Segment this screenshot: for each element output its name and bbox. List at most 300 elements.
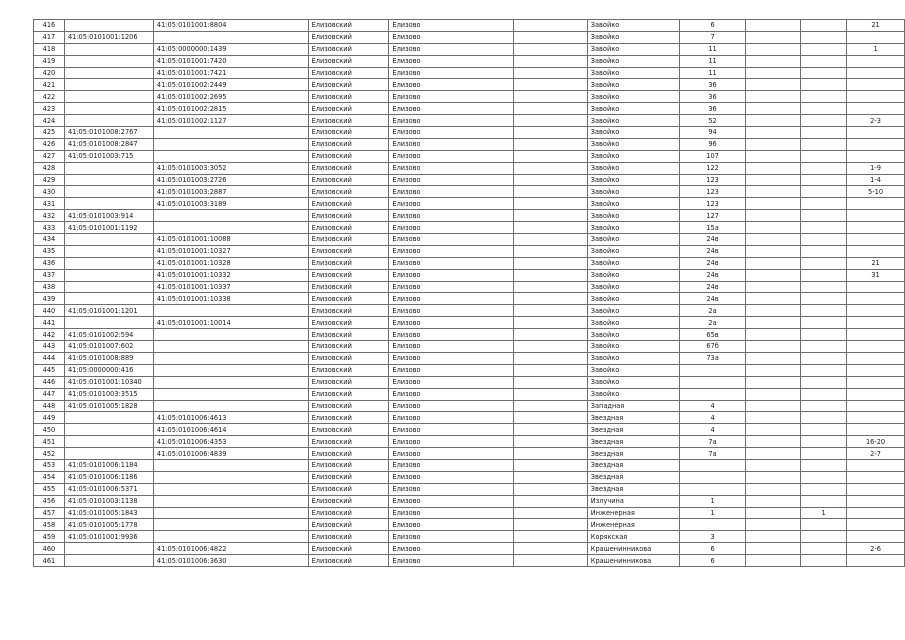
table-row: [34, 186, 905, 198]
apartment-cell: 2-6: [847, 543, 905, 555]
structure-cell: [801, 210, 847, 222]
building-cell: [746, 162, 801, 174]
cadastral-number-a-cell: [64, 555, 153, 567]
row-number-cell: 458: [34, 519, 65, 531]
apartment-cell: [847, 519, 905, 531]
building-cell: [746, 436, 801, 448]
structure-cell: [801, 495, 847, 507]
house-number-cell: 6: [679, 543, 746, 555]
locality-cell: [514, 436, 588, 448]
structure-cell: [801, 150, 847, 162]
apartment-cell: [847, 293, 905, 305]
cadastral-number-a-cell: 41:05:0101001:10340: [64, 376, 153, 388]
cadastral-number-b-cell: [153, 329, 308, 341]
house-number-cell: 24в: [679, 281, 746, 293]
street-cell: Звездная: [587, 471, 679, 483]
cadastral-number-b-cell: [153, 519, 308, 531]
locality-cell: [514, 162, 588, 174]
house-number-cell: 6: [679, 20, 746, 32]
building-cell: [746, 269, 801, 281]
locality-cell: [514, 352, 588, 364]
district-cell: Елизовский: [308, 281, 389, 293]
cadastral-number-a-cell: [64, 281, 153, 293]
street-cell: Завойко: [587, 305, 679, 317]
settlement-cell: Елизово: [389, 519, 514, 531]
house-number-cell: 67б: [679, 341, 746, 353]
district-cell: Елизовский: [308, 424, 389, 436]
locality-cell: [514, 543, 588, 555]
apartment-cell: [847, 555, 905, 567]
locality-cell: [514, 55, 588, 67]
table-row: [34, 543, 905, 555]
table-row: [34, 269, 905, 281]
structure-cell: [801, 162, 847, 174]
row-number-cell: 417: [34, 31, 65, 43]
building-cell: [746, 91, 801, 103]
street-cell: Звездная: [587, 448, 679, 460]
street-cell: Крашенинникова: [587, 555, 679, 567]
district-cell: Елизовский: [308, 103, 389, 115]
cadastral-number-b-cell: [153, 388, 308, 400]
district-cell: Елизовский: [308, 162, 389, 174]
row-number-cell: 421: [34, 79, 65, 91]
cadastral-number-a-cell: 41:05:0101006:1184: [64, 459, 153, 471]
cadastral-number-a-cell: [64, 424, 153, 436]
locality-cell: [514, 20, 588, 32]
district-cell: Елизовский: [308, 245, 389, 257]
structure-cell: [801, 519, 847, 531]
building-cell: [746, 483, 801, 495]
cadastral-number-a-cell: 41:05:0101008:889: [64, 352, 153, 364]
locality-cell: [514, 257, 588, 269]
row-number-cell: 454: [34, 471, 65, 483]
structure-cell: [801, 388, 847, 400]
district-cell: Елизовский: [308, 459, 389, 471]
building-cell: [746, 103, 801, 115]
table-row: [34, 115, 905, 127]
cadastral-number-a-cell: [64, 543, 153, 555]
building-cell: [746, 471, 801, 483]
district-cell: Елизовский: [308, 257, 389, 269]
structure-cell: [801, 329, 847, 341]
district-cell: Елизовский: [308, 376, 389, 388]
settlement-cell: Елизово: [389, 448, 514, 460]
structure-cell: [801, 352, 847, 364]
street-cell: Западная: [587, 400, 679, 412]
row-number-cell: 422: [34, 91, 65, 103]
cadastral-number-a-cell: 41:05:0101006:5371: [64, 483, 153, 495]
street-cell: Завойко: [587, 341, 679, 353]
apartment-cell: 16-20: [847, 436, 905, 448]
street-cell: Звездная: [587, 424, 679, 436]
apartment-cell: [847, 495, 905, 507]
building-cell: [746, 138, 801, 150]
apartment-cell: [847, 79, 905, 91]
locality-cell: [514, 234, 588, 246]
row-number-cell: 430: [34, 186, 65, 198]
table-row: [34, 364, 905, 376]
structure-cell: [801, 91, 847, 103]
settlement-cell: Елизово: [389, 138, 514, 150]
structure-cell: [801, 20, 847, 32]
settlement-cell: Елизово: [389, 341, 514, 353]
street-cell: Звездная: [587, 436, 679, 448]
district-cell: Елизовский: [308, 222, 389, 234]
table-body: [34, 20, 905, 567]
cadastral-number-a-cell: [64, 67, 153, 79]
street-cell: Завойко: [587, 245, 679, 257]
apartment-cell: [847, 317, 905, 329]
cadastral-number-a-cell: 41:05:0101001:1192: [64, 222, 153, 234]
table-row: [34, 79, 905, 91]
row-number-cell: 433: [34, 222, 65, 234]
building-cell: [746, 424, 801, 436]
table-row: [34, 519, 905, 531]
structure-cell: [801, 115, 847, 127]
locality-cell: [514, 507, 588, 519]
district-cell: Елизовский: [308, 234, 389, 246]
district-cell: Елизовский: [308, 91, 389, 103]
building-cell: [746, 293, 801, 305]
row-number-cell: 452: [34, 448, 65, 460]
locality-cell: [514, 471, 588, 483]
street-cell: Звездная: [587, 459, 679, 471]
district-cell: Елизовский: [308, 555, 389, 567]
house-number-cell: 36: [679, 91, 746, 103]
cadastral-number-a-cell: [64, 186, 153, 198]
street-cell: Завойко: [587, 222, 679, 234]
building-cell: [746, 352, 801, 364]
district-cell: Елизовский: [308, 210, 389, 222]
district-cell: Елизовский: [308, 412, 389, 424]
settlement-cell: Елизово: [389, 400, 514, 412]
house-number-cell: 36: [679, 79, 746, 91]
structure-cell: [801, 186, 847, 198]
cadastral-number-a-cell: 41:05:0101003:3515: [64, 388, 153, 400]
street-cell: Звездная: [587, 412, 679, 424]
row-number-cell: 436: [34, 257, 65, 269]
table-row: [34, 376, 905, 388]
street-cell: Завойко: [587, 43, 679, 55]
cadastral-number-a-cell: 41:05:0101008:2767: [64, 127, 153, 139]
locality-cell: [514, 269, 588, 281]
locality-cell: [514, 222, 588, 234]
building-cell: [746, 257, 801, 269]
settlement-cell: Елизово: [389, 186, 514, 198]
street-cell: Завойко: [587, 91, 679, 103]
row-number-cell: 438: [34, 281, 65, 293]
settlement-cell: Елизово: [389, 43, 514, 55]
table-row: [34, 127, 905, 139]
locality-cell: [514, 79, 588, 91]
structure-cell: [801, 436, 847, 448]
street-cell: Корякская: [587, 531, 679, 543]
building-cell: [746, 198, 801, 210]
locality-cell: [514, 495, 588, 507]
cadastral-number-a-cell: 41:05:0101002:594: [64, 329, 153, 341]
table-row: [34, 400, 905, 412]
building-cell: [746, 281, 801, 293]
district-cell: Елизовский: [308, 329, 389, 341]
district-cell: Елизовский: [308, 79, 389, 91]
building-cell: [746, 31, 801, 43]
district-cell: Елизовский: [308, 138, 389, 150]
table-row: [34, 341, 905, 353]
settlement-cell: Елизово: [389, 79, 514, 91]
settlement-cell: Елизово: [389, 352, 514, 364]
street-cell: Завойко: [587, 210, 679, 222]
district-cell: Елизовский: [308, 20, 389, 32]
table-row: [34, 150, 905, 162]
structure-cell: [801, 234, 847, 246]
structure-cell: [801, 341, 847, 353]
locality-cell: [514, 186, 588, 198]
street-cell: Завойко: [587, 103, 679, 115]
row-number-cell: 442: [34, 329, 65, 341]
table-row: [34, 436, 905, 448]
apartment-cell: [847, 210, 905, 222]
street-cell: Завойко: [587, 67, 679, 79]
house-number-cell: 65в: [679, 329, 746, 341]
table-row: [34, 67, 905, 79]
table-row: [34, 507, 905, 519]
street-cell: Завойко: [587, 31, 679, 43]
house-number-cell: 24в: [679, 257, 746, 269]
district-cell: Елизовский: [308, 127, 389, 139]
building-cell: [746, 400, 801, 412]
house-number-cell: 11: [679, 55, 746, 67]
building-cell: [746, 495, 801, 507]
apartment-cell: [847, 150, 905, 162]
house-number-cell: [679, 364, 746, 376]
row-number-cell: 424: [34, 115, 65, 127]
house-number-cell: 1: [679, 495, 746, 507]
row-number-cell: 428: [34, 162, 65, 174]
locality-cell: [514, 91, 588, 103]
building-cell: [746, 555, 801, 567]
row-number-cell: 416: [34, 20, 65, 32]
house-number-cell: 11: [679, 43, 746, 55]
district-cell: Елизовский: [308, 543, 389, 555]
settlement-cell: Елизово: [389, 424, 514, 436]
district-cell: Елизовский: [308, 507, 389, 519]
locality-cell: [514, 555, 588, 567]
cadastral-number-a-cell: [64, 55, 153, 67]
cadastral-number-a-cell: [64, 103, 153, 115]
cadastral-number-b-cell: [153, 483, 308, 495]
cadastral-number-a-cell: [64, 43, 153, 55]
row-number-cell: 427: [34, 150, 65, 162]
district-cell: Елизовский: [308, 115, 389, 127]
building-cell: [746, 376, 801, 388]
apartment-cell: [847, 138, 905, 150]
building-cell: [746, 364, 801, 376]
settlement-cell: Елизово: [389, 329, 514, 341]
cadastral-number-b-cell: [153, 138, 308, 150]
locality-cell: [514, 305, 588, 317]
house-number-cell: 24в: [679, 293, 746, 305]
district-cell: Елизовский: [308, 305, 389, 317]
cadastral-number-b-cell: [153, 400, 308, 412]
cadastral-number-b-cell: 41:05:0101006:4353: [153, 436, 308, 448]
row-number-cell: 448: [34, 400, 65, 412]
cadastral-number-b-cell: [153, 222, 308, 234]
table-row: [34, 31, 905, 43]
house-number-cell: 11: [679, 67, 746, 79]
table-row: [34, 293, 905, 305]
structure-cell: [801, 483, 847, 495]
cadastral-number-b-cell: 41:05:0101001:10088: [153, 234, 308, 246]
row-number-cell: 447: [34, 388, 65, 400]
district-cell: Елизовский: [308, 269, 389, 281]
district-cell: Елизовский: [308, 43, 389, 55]
cadastral-number-a-cell: [64, 269, 153, 281]
cadastral-number-a-cell: [64, 293, 153, 305]
house-number-cell: [679, 519, 746, 531]
street-cell: Завойко: [587, 234, 679, 246]
district-cell: Елизовский: [308, 400, 389, 412]
structure-cell: [801, 257, 847, 269]
structure-cell: [801, 305, 847, 317]
locality-cell: [514, 210, 588, 222]
apartment-cell: [847, 127, 905, 139]
structure-cell: [801, 198, 847, 210]
table-row: [34, 531, 905, 543]
structure-cell: [801, 43, 847, 55]
cadastral-number-b-cell: 41:05:0101006:3630: [153, 555, 308, 567]
structure-cell: [801, 79, 847, 91]
table-row: [34, 555, 905, 567]
table-row: [34, 91, 905, 103]
cadastral-number-a-cell: [64, 115, 153, 127]
cadastral-number-a-cell: 41:05:0101005:1843: [64, 507, 153, 519]
apartment-cell: [847, 471, 905, 483]
cadastral-number-b-cell: [153, 150, 308, 162]
structure-cell: [801, 103, 847, 115]
row-number-cell: 437: [34, 269, 65, 281]
row-number-cell: 455: [34, 483, 65, 495]
locality-cell: [514, 329, 588, 341]
district-cell: Елизовский: [308, 67, 389, 79]
table-row: [34, 471, 905, 483]
cadastral-number-b-cell: [153, 376, 308, 388]
cadastral-number-a-cell: [64, 20, 153, 32]
street-cell: Завойко: [587, 329, 679, 341]
cadastral-number-b-cell: [153, 471, 308, 483]
row-number-cell: 418: [34, 43, 65, 55]
row-number-cell: 449: [34, 412, 65, 424]
structure-cell: [801, 174, 847, 186]
row-number-cell: 423: [34, 103, 65, 115]
cadastral-number-b-cell: [153, 31, 308, 43]
structure-cell: [801, 138, 847, 150]
locality-cell: [514, 341, 588, 353]
district-cell: Елизовский: [308, 388, 389, 400]
table-row: [34, 424, 905, 436]
registry-table: [33, 19, 905, 567]
apartment-cell: 1-4: [847, 174, 905, 186]
district-cell: Елизовский: [308, 150, 389, 162]
house-number-cell: 2а: [679, 317, 746, 329]
building-cell: [746, 20, 801, 32]
apartment-cell: [847, 31, 905, 43]
structure-cell: [801, 55, 847, 67]
settlement-cell: Елизово: [389, 483, 514, 495]
district-cell: Елизовский: [308, 186, 389, 198]
apartment-cell: [847, 400, 905, 412]
cadastral-number-b-cell: 41:05:0101001:10338: [153, 293, 308, 305]
settlement-cell: Елизово: [389, 507, 514, 519]
house-number-cell: 96: [679, 138, 746, 150]
settlement-cell: Елизово: [389, 210, 514, 222]
table-row: [34, 55, 905, 67]
table-row: [34, 103, 905, 115]
settlement-cell: Елизово: [389, 257, 514, 269]
row-number-cell: 425: [34, 127, 65, 139]
settlement-cell: Елизово: [389, 31, 514, 43]
locality-cell: [514, 293, 588, 305]
district-cell: Елизовский: [308, 317, 389, 329]
row-number-cell: 440: [34, 305, 65, 317]
table-row: [34, 198, 905, 210]
structure-cell: [801, 269, 847, 281]
house-number-cell: 4: [679, 424, 746, 436]
settlement-cell: Елизово: [389, 281, 514, 293]
row-number-cell: 419: [34, 55, 65, 67]
district-cell: Елизовский: [308, 174, 389, 186]
structure-cell: [801, 127, 847, 139]
row-number-cell: 420: [34, 67, 65, 79]
district-cell: Елизовский: [308, 436, 389, 448]
house-number-cell: 123: [679, 198, 746, 210]
row-number-cell: 456: [34, 495, 65, 507]
table-row: [34, 412, 905, 424]
structure-cell: [801, 424, 847, 436]
street-cell: Завойко: [587, 257, 679, 269]
cadastral-number-a-cell: [64, 245, 153, 257]
district-cell: Елизовский: [308, 293, 389, 305]
settlement-cell: Елизово: [389, 115, 514, 127]
structure-cell: [801, 459, 847, 471]
district-cell: Елизовский: [308, 448, 389, 460]
table-row: [34, 388, 905, 400]
locality-cell: [514, 127, 588, 139]
house-number-cell: 122: [679, 162, 746, 174]
cadastral-number-a-cell: [64, 257, 153, 269]
cadastral-number-a-cell: 41:05:0101005:1778: [64, 519, 153, 531]
cadastral-number-a-cell: [64, 198, 153, 210]
structure-cell: [801, 376, 847, 388]
house-number-cell: 7а: [679, 436, 746, 448]
table-row: [34, 317, 905, 329]
house-number-cell: 127: [679, 210, 746, 222]
cadastral-number-a-cell: [64, 448, 153, 460]
cadastral-number-b-cell: [153, 210, 308, 222]
apartment-cell: 2-3: [847, 115, 905, 127]
building-cell: [746, 43, 801, 55]
settlement-cell: Елизово: [389, 198, 514, 210]
house-number-cell: 36: [679, 103, 746, 115]
row-number-cell: 451: [34, 436, 65, 448]
apartment-cell: [847, 103, 905, 115]
district-cell: Елизовский: [308, 352, 389, 364]
locality-cell: [514, 67, 588, 79]
apartment-cell: [847, 364, 905, 376]
district-cell: Елизовский: [308, 531, 389, 543]
apartment-cell: [847, 329, 905, 341]
settlement-cell: Елизово: [389, 471, 514, 483]
street-cell: Завойко: [587, 388, 679, 400]
